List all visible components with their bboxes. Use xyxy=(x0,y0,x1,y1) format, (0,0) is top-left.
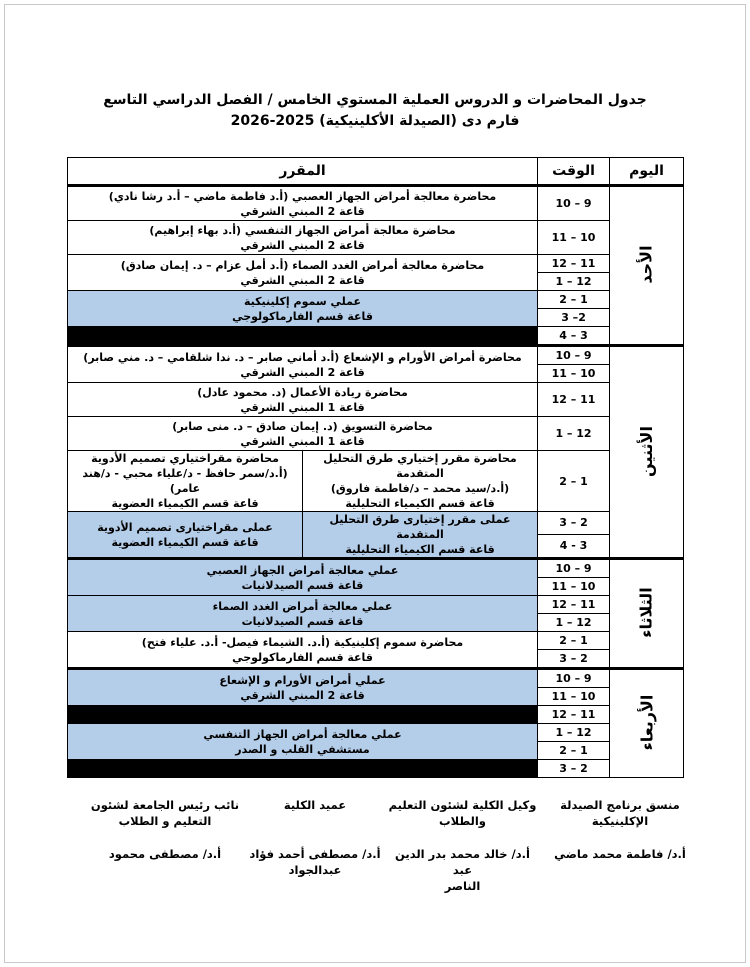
elective-drug-design-lecture: محاضرة مقراختياري تصميم الأدوية (أ.د/سمر حافظ - د/علياء محبي - د/هند عامر) قاعة قسم الكيمياء العضوية xyxy=(68,451,303,512)
time-cell: 11 – 12 xyxy=(538,383,610,417)
course-cell: محاضرة أمراض الأورام و الإشعاع (أ.د أماني صابر – د. ندا شلقامي – د. مني صابر) قاعة 2 المبني الشرقي xyxy=(68,346,538,383)
header-row xyxy=(68,158,684,186)
lab-cell: عملي أمراض الأورام و الإشعاع قاعة 2 المبني الشرقي xyxy=(68,669,538,706)
elective-analysis-lab: عملى مقرر إختيارى طرق التحليل المتقدمة قاعة قسم الكيمياء التحليلية xyxy=(303,512,538,559)
time-cell: 10 – 11 xyxy=(538,688,610,706)
table-row xyxy=(68,255,684,273)
day-tuesday: الثلاثاء xyxy=(610,559,684,669)
signature-vice-dean: وكيل الكلية لشئون التعليم والطلاب أ.د/ خالد محمد بدر الدين عبد الناصر xyxy=(388,798,537,893)
time-cell: 1 – 2 xyxy=(538,291,610,309)
day-monday: الأثنين xyxy=(610,346,684,559)
table-row xyxy=(68,417,684,451)
table-row xyxy=(68,291,684,309)
time-cell: 1 – 2 xyxy=(538,632,610,650)
time-cell: 12 – 1 xyxy=(538,614,610,632)
table-row xyxy=(68,512,684,535)
break-cell xyxy=(68,327,538,346)
course-cell: محاضرة معالجة أمراض الغدد الصماء (أ.د أمل عزام – د. إيمان صادق) قاعة 2 المبني الشرقي xyxy=(68,255,538,291)
program-title: فارم دى (الصيدلة الأكلينيكية) 2025-2026 xyxy=(230,113,520,129)
time-cell: 9 – 10 xyxy=(538,346,610,365)
time-cell: 11 – 12 xyxy=(538,706,610,724)
time-cell: 11 – 12 xyxy=(538,596,610,614)
table-row xyxy=(68,451,684,512)
table-row xyxy=(68,724,684,742)
table-row xyxy=(68,706,684,724)
elective-drug-design-lab: عملى مقراختيارى تصميم الأدوية قاعة قسم الكيمياء العضوية xyxy=(68,512,303,559)
day-wednesday: الأربعاء xyxy=(610,669,684,778)
time-cell: 12 – 1 xyxy=(538,724,610,742)
time-cell: 9 – 10 xyxy=(538,559,610,578)
time-cell: 3 - 4 xyxy=(538,534,610,558)
time-cell: 10 – 11 xyxy=(538,365,610,383)
table-row xyxy=(68,632,684,650)
table-row xyxy=(68,327,684,346)
table-row xyxy=(68,669,684,688)
signature-university-vp: نائب رئيس الجامعة لشئون التعليم و الطلاب أ.د/ مصطفى محمود xyxy=(90,798,240,861)
break-cell xyxy=(68,706,538,724)
table-row xyxy=(68,596,684,614)
lab-cell: عملي معالجة أمراض الجهاز العصبي قاعة قسم الصيدلانيات xyxy=(68,559,538,596)
signature-dean: عميد الكلية أ.د/ مصطفى أحمد فؤاد عبدالجواد xyxy=(249,798,381,877)
break-cell xyxy=(68,760,538,778)
schedule-table xyxy=(67,157,684,778)
col-time: الوقت xyxy=(538,158,610,186)
time-cell: 1 – 2 xyxy=(538,742,610,760)
time-cell: 10 – 11 xyxy=(538,221,610,255)
time-cell: 9 – 10 xyxy=(538,186,610,221)
course-cell: محاضرة معالجة أمراض الجهاز العصبي (أ.د فاطمة ماضي – أ.د رشا نادي) قاعة 2 المبني الشرقي xyxy=(68,186,538,221)
time-cell: 2 – 3 xyxy=(538,650,610,669)
day-sunday: الأحد xyxy=(610,186,684,346)
time-cell: 2 – 3 xyxy=(538,760,610,778)
course-cell: محاضرة معالجة أمراض الجهاز التنفسي (أ.د بهاء إبراهيم) قاعة 2 المبني الشرقي xyxy=(68,221,538,255)
time-cell: 11 – 12 xyxy=(538,255,610,273)
schedule-title: جدول المحاضرات و الدروس العملية المستوي الخامس / الفصل الدراسي التاسع xyxy=(103,92,647,108)
table-row xyxy=(68,221,684,255)
time-cell: 2 – 3 xyxy=(538,512,610,535)
course-cell: محاضرة التسويق (د. إيمان صادق – د. منى صابر) قاعة 1 المبني الشرقي xyxy=(68,417,538,451)
lab-cell: عملي معالجة أمراض الغدد الصماء قاعة قسم الصيدلانيات xyxy=(68,596,538,632)
elective-analysis-lecture: محاضرة مقرر إختياري طرق التحليل المتقدمة (أ.د/سيد محمد – د/فاطمة فاروق) قاعة قسم الكيمياء التحليلية xyxy=(303,451,538,512)
course-cell: محاضرة ريادة الأعمال (د. محمود عادل) قاعة 1 المبني الشرقي xyxy=(68,383,538,417)
table-row xyxy=(68,346,684,365)
table-row xyxy=(68,186,684,221)
time-cell: 10 – 11 xyxy=(538,578,610,596)
table-row xyxy=(68,760,684,778)
time-cell: 1 – 2 xyxy=(538,451,610,512)
col-course: المقرر xyxy=(68,158,538,186)
time-cell: 9 – 10 xyxy=(538,669,610,688)
table-row xyxy=(68,383,684,417)
time-cell: 3 – 4 xyxy=(538,327,610,346)
table-row xyxy=(68,559,684,578)
signature-program-coordinator: منسق برنامج الصيدلة الإكلينيكية أ.د/ فاطمة محمد ماضي xyxy=(554,798,686,861)
time-cell: 12 – 1 xyxy=(538,417,610,451)
lab-cell: عملي معالجة أمراض الجهاز التنفسي مستشفي القلب و الصدر xyxy=(68,724,538,760)
col-day: اليوم xyxy=(610,158,684,186)
lab-cell: عملي سموم إكلينيكية قاعة قسم الفارماكولوجي xyxy=(68,291,538,327)
time-cell: 2– 3 xyxy=(538,309,610,327)
course-cell: محاضرة سموم إكلينيكية (أ.د. الشيماء فيصل- أ.د. علياء فتح) قاعة قسم الفارماكولوجي xyxy=(68,632,538,669)
time-cell: 12 – 1 xyxy=(538,273,610,291)
